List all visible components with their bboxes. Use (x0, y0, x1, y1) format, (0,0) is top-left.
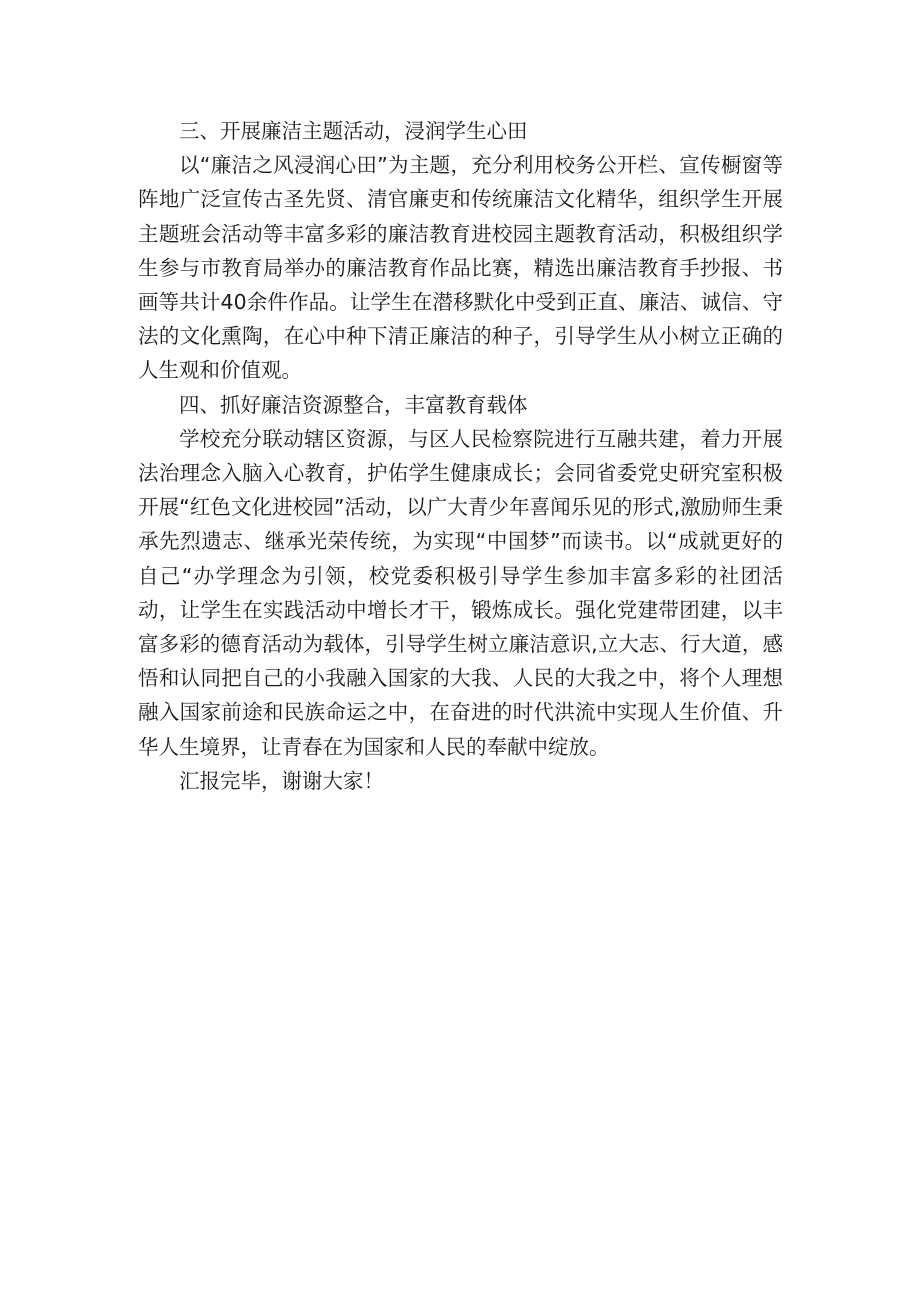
section-3-paragraph: 以“廉洁之风浸润心田”为主题，充分利用校务公开栏、宣传橱窗等阵地广泛宣传古圣先贤、清官廉吏和传统廉洁文化精华，组织学生开展主题班会活动等丰富多彩的廉洁教育进校园主题教育活动，积极组织学生参与市教育局举办的廉洁教育作品比赛，精选出廉洁教育手抄报、书画等共计40余件作品。让学生在潜移默化中受到正直、廉洁、诚信、守法的文化熏陶，在心中种下清正廉洁的种子，引导学生从小树立正确的人生观和价值观。 (138, 153, 783, 383)
section-4-paragraph: 学校充分联动辖区资源，与区人民检察院进行互融共建，着力开展法治理念入脑入心教育，护佑学生健康成长；会同省委党史研究室积极开展“红色文化进校园”活动，以广大青少年喜闻乐见的形式,激励师生秉承先烈遗志、继承光荣传统，为实现“中国梦”而读书。以“成就更好的自己“办学理念为引领，校党委积极引导学生参加丰富多彩的社团活动，让学生在实践活动中增长才干，锻炼成长。强化党建带团建，以丰富多彩的德育活动为载体，引导学生树立廉洁意识,立大志、行大道，感悟和认同把自己的小我融入国家的大我、人民的大我之中，将个人理想融入国家前途和民族命运之中，在奋进的时代洪流中实现人生价值、升华人生境界，让青春在为国家和人民的奉献中绽放。 (138, 426, 783, 759)
document-body (138, 114, 783, 798)
closing-remark: 汇报完毕，谢谢大家！ (179, 768, 384, 793)
section-3-heading: 三、开展廉洁主题活动，浸润学生心田 (179, 119, 528, 143)
section-4-heading: 四、抓好廉洁资源整合，丰富教育载体 (179, 392, 528, 417)
